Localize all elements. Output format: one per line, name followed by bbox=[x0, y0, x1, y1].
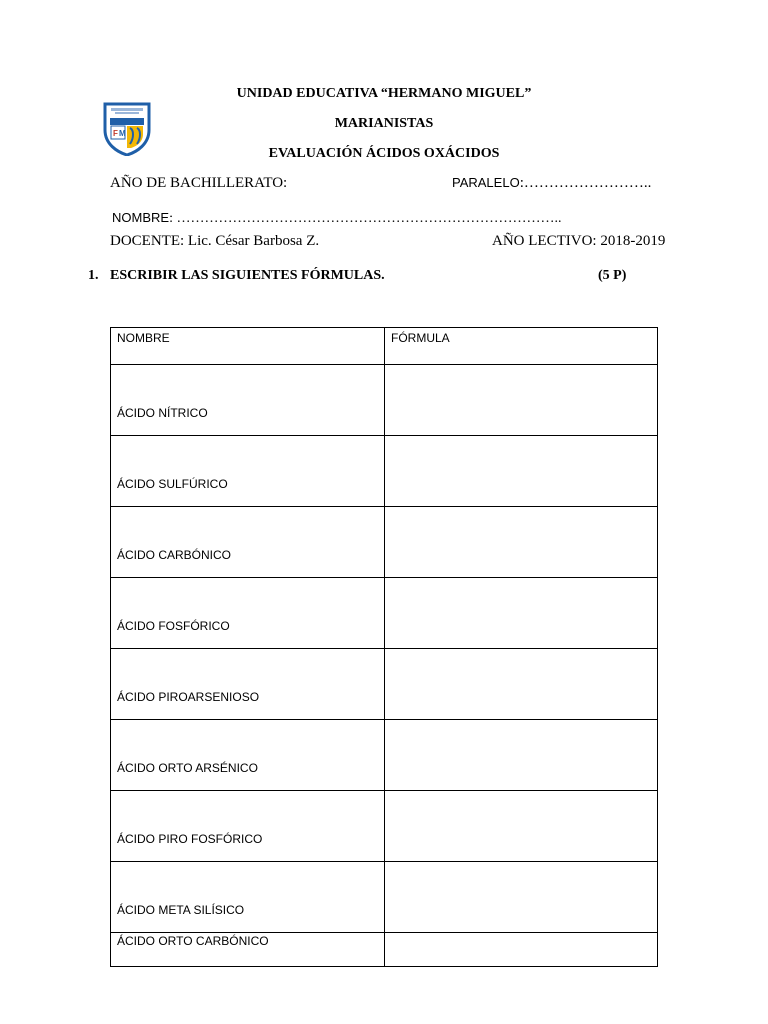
acid-name: ÁCIDO NÍTRICO bbox=[111, 365, 385, 436]
formula-cell[interactable] bbox=[385, 791, 658, 862]
question-text: ESCRIBIR LAS SIGUIENTES FÓRMULAS. bbox=[110, 268, 385, 283]
congregation-name: MARIANISTAS bbox=[334, 116, 434, 131]
header-formula: FÓRMULA bbox=[385, 328, 658, 365]
question-points: (5 P) bbox=[598, 268, 627, 283]
acid-name: ÁCIDO CARBÓNICO bbox=[111, 507, 385, 578]
svg-text:M: M bbox=[119, 129, 126, 138]
evaluation-title: EVALUACIÓN ÁCIDOS OXÁCIDOS bbox=[268, 146, 500, 161]
acid-name: ÁCIDO META SILÍSICO bbox=[111, 862, 385, 933]
table-row bbox=[111, 720, 658, 791]
acid-name: ÁCIDO ORTO CARBÓNICO bbox=[111, 933, 385, 967]
table-row bbox=[111, 365, 658, 436]
year-label: AÑO DE BACHILLERATO: bbox=[110, 175, 288, 191]
acid-name: ÁCIDO PIRO FOSFÓRICO bbox=[111, 791, 385, 862]
nombre-field[interactable] bbox=[112, 210, 561, 227]
formula-cell[interactable] bbox=[385, 578, 658, 649]
formula-cell[interactable] bbox=[385, 862, 658, 933]
table-row bbox=[111, 933, 658, 967]
nombre-dots: : ……………………………………………………………………….. bbox=[169, 211, 562, 226]
table-row bbox=[111, 436, 658, 507]
formula-cell[interactable] bbox=[385, 507, 658, 578]
paralelo-dots: :…………………….. bbox=[519, 175, 652, 191]
question-number: 1. bbox=[88, 268, 99, 283]
formula-cell[interactable] bbox=[385, 436, 658, 507]
paralelo-label: PARALELO bbox=[452, 175, 520, 190]
nombre-label: NOMBRE bbox=[112, 210, 170, 225]
teacher-name: DOCENTE: Lic. César Barbosa Z. bbox=[110, 233, 320, 249]
lective-year: AÑO LECTIVO: 2018-2019 bbox=[492, 233, 666, 249]
table-row bbox=[111, 507, 658, 578]
formula-table bbox=[110, 327, 658, 967]
table-row bbox=[111, 862, 658, 933]
header-nombre: NOMBRE bbox=[111, 328, 385, 365]
acid-name: ÁCIDO SULFÚRICO bbox=[111, 436, 385, 507]
table-row bbox=[111, 649, 658, 720]
school-name: UNIDAD EDUCATIVA “HERMANO MIGUEL” bbox=[236, 86, 532, 101]
formula-cell[interactable] bbox=[385, 365, 658, 436]
svg-text:F: F bbox=[113, 129, 118, 138]
paralelo-field[interactable] bbox=[452, 175, 651, 192]
table-row bbox=[111, 791, 658, 862]
formula-cell[interactable] bbox=[385, 649, 658, 720]
acid-name: ÁCIDO ORTO ARSÉNICO bbox=[111, 720, 385, 791]
formula-cell[interactable] bbox=[385, 933, 658, 967]
table-header-row bbox=[111, 328, 658, 365]
acid-name: ÁCIDO PIROARSENIOSO bbox=[111, 649, 385, 720]
formula-cell[interactable] bbox=[385, 720, 658, 791]
table-row bbox=[111, 578, 658, 649]
acid-name: ÁCIDO FOSFÓRICO bbox=[111, 578, 385, 649]
